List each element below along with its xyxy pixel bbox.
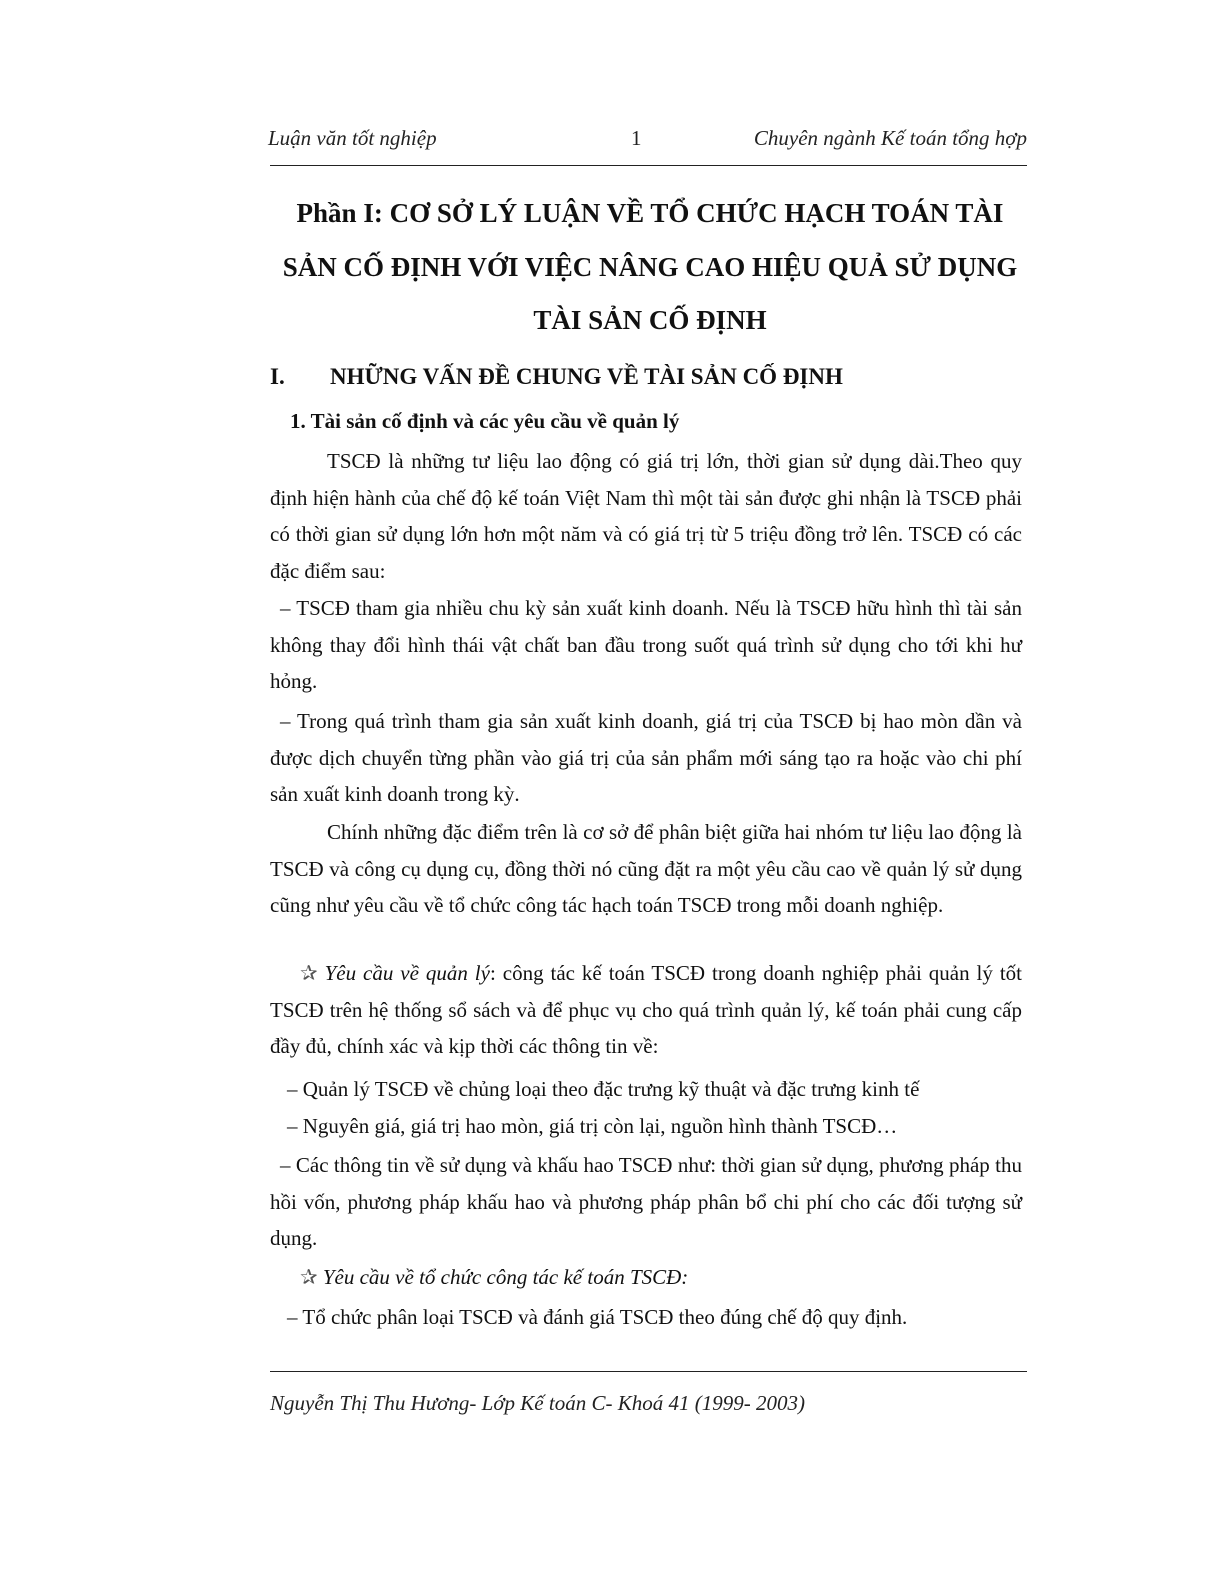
page-number: 1 (631, 126, 642, 150)
list-item: – Tổ chức phân loại TSCĐ và đánh giá TSCĐ theo đúng chế độ quy định. (287, 1305, 908, 1329)
section-number: I. (270, 364, 285, 389)
management-requirement-label: Yêu cầu về quản lý (324, 961, 490, 985)
list-item: – Nguyên giá, giá trị hao mòn, giá trị còn lại, nguồn hình thành TSCĐ… (287, 1114, 898, 1138)
header-major-label: Chuyên ngành Kế toán tổng hợp (753, 126, 1027, 150)
management-requirement-text: : công tác kế toán TSCĐ trong doanh nghiệp phải quản lý tốt TSCĐ trên hệ thống sổ sách và để phục vụ cho quá trình quản lý, kế toán phải cung cấp đầy đủ, chính xác và kịp thời các thông tin về: (270, 961, 1022, 1059)
paragraph-definition: TSCĐ là những tư liệu lao động có giá trị lớn, thời gian sử dụng dài.Theo quy định hiện hành của chế độ kế toán Việt Nam thì một tài sản được ghi nhận là TSCĐ phải có thời gian sử dụng lớn hơn một năm và có giá trị từ 5 triệu đồng trở lên. TSCĐ có các đặc điểm sau: (270, 449, 1022, 583)
paragraph-organization-requirement (270, 1259, 1022, 1296)
footer-author: Nguyễn Thị Thu Hương- Lớp Kế toán C- Khoá 41 (1999- 2003) (270, 1391, 805, 1415)
chapter-title-line-3: TÀI SẢN CỐ ĐỊNH (533, 305, 767, 335)
list-item: – Quản lý TSCĐ về chủng loại theo đặc trưng kỹ thuật và đặc trưng kinh tế (287, 1077, 920, 1101)
header-divider (270, 165, 1027, 166)
section-heading: NHỮNG VẤN ĐỀ CHUNG VỀ TÀI SẢN CỐ ĐỊNH (330, 364, 843, 389)
header-thesis-label: Luận văn tốt nghiệp (268, 126, 437, 150)
paragraph-management-requirement (270, 955, 1022, 1065)
paragraph-usage-info: – Các thông tin về sử dụng và khấu hao TSCĐ như: thời gian sử dụng, phương pháp thu hồi vốn, phương pháp khấu hao và phương pháp phân bổ chi phí cho các đối tượng sử dụng. (270, 1153, 1022, 1251)
star-icon: ✰ (300, 961, 318, 985)
paragraph-characteristic-1: – TSCĐ tham gia nhiều chu kỳ sản xuất kinh doanh. Nếu là TSCĐ hữu hình thì tài sản không thay đổi hình thái vật chất ban đầu trong suốt quá trình sử dụng cho tới khi hư hỏng. (270, 596, 1022, 694)
star-icon: ✰ (300, 1265, 318, 1289)
footer-divider (270, 1371, 1027, 1372)
chapter-title-line-1: Phần I: CƠ SỞ LÝ LUẬN VỀ TỔ CHỨC HẠCH TOÁN TÀI (296, 198, 1004, 228)
organization-requirement-label: Yêu cầu về tổ chức công tác kế toán TSCĐ: (322, 1265, 689, 1289)
subsection-heading: 1. Tài sản cố định và các yêu cầu về quản lý (290, 409, 680, 433)
paragraph-distinction: Chính những đặc điểm trên là cơ sở để phân biệt giữa hai nhóm tư liệu lao động là TSCĐ và công cụ dụng cụ, đồng thời nó cũng đặt ra một yêu cầu cao về quản lý sử dụng cũng như yêu cầu về tổ chức công tác hạch toán TSCĐ trong mỗi doanh nghiệp. (270, 820, 1022, 918)
chapter-title-line-2: SẢN CỐ ĐỊNH VỚI VIỆC NÂNG CAO HIỆU QUẢ SỬ DỤNG (282, 252, 1018, 282)
paragraph-characteristic-2: – Trong quá trình tham gia sản xuất kinh doanh, giá trị của TSCĐ bị hao mòn dần và được dịch chuyển từng phần vào giá trị của sản phẩm mới sáng tạo ra hoặc vào chi phí sản xuất kinh doanh trong kỳ. (270, 709, 1022, 807)
